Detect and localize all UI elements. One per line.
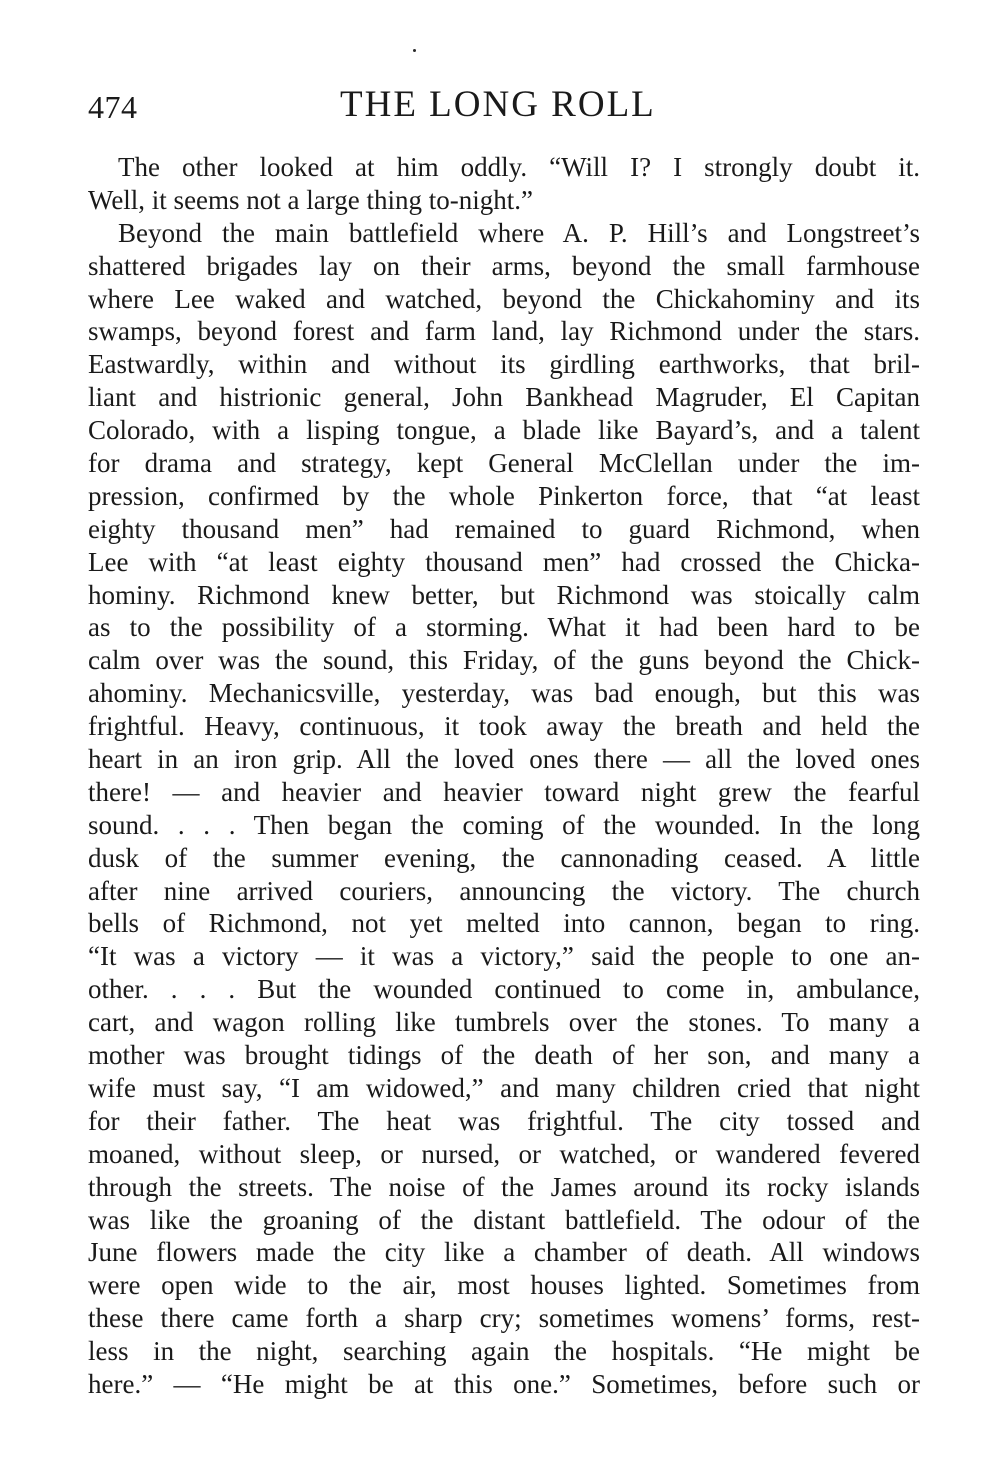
text-line: where Lee waked and watched, beyond the Chickahominy and its <box>88 283 920 314</box>
text-line: frightful. Heavy, continuous, it took away the breath and held the <box>88 711 920 742</box>
page-header <box>88 83 920 133</box>
text-line: for drama and strategy, kept General McClellan under the im- <box>88 448 920 479</box>
text-line: bells of Richmond, not yet melted into cannon, began to ring. <box>88 908 920 939</box>
text-line: through the streets. The noise of the James around its rocky islands <box>88 1171 920 1202</box>
text-line: Beyond the main battlefield where A. P. Hill’s and Longstreet’s <box>118 217 920 248</box>
text-line: Well, it seems not a large thing to-night.” <box>88 184 533 215</box>
text-line: as to the possibility of a storming. What it had been hard to be <box>88 612 920 643</box>
ink-speck <box>413 49 416 52</box>
text-line: less in the night, searching again the hospitals. “He might be <box>88 1336 920 1367</box>
running-head: THE LONG ROLL <box>340 84 656 125</box>
text-line: shattered brigades lay on their arms, beyond the small farmhouse <box>88 250 920 281</box>
text-line: sound. . . . Then began the coming of the wounded. In the long <box>88 809 920 840</box>
text-line: heart in an iron grip. All the loved ones there — all the loved ones <box>88 744 920 775</box>
text-line: these there came forth a sharp cry; sometimes womens’ forms, rest- <box>88 1303 920 1334</box>
text-line: Eastwardly, within and without its girdling earthworks, that bril- <box>88 349 920 380</box>
text-line: here.” — “He might be at this one.” Sometimes, before such or <box>88 1368 920 1399</box>
text-line: other. . . . But the wounded continued to come in, ambulance, <box>88 974 920 1005</box>
text-line: liant and histrionic general, John Bankhead Magruder, El Capitan <box>88 382 920 413</box>
text-line: wife must say, “I am widowed,” and many children cried that night <box>88 1072 920 1103</box>
text-line: hominy. Richmond knew better, but Richmond was stoically calm <box>88 579 920 610</box>
text-line: pression, confirmed by the whole Pinkerton force, that “at least <box>88 480 920 511</box>
text-line: swamps, beyond forest and farm land, lay Richmond under the stars. <box>88 316 920 347</box>
text-line: for their father. The heat was frightful. The city tossed and <box>88 1105 920 1136</box>
text-line: ahominy. Mechanicsville, yesterday, was bad enough, but this was <box>88 678 920 709</box>
page-number: 474 <box>88 89 138 125</box>
text-line: mother was brought tidings of the death of her son, and many a <box>88 1040 920 1071</box>
text-line: eighty thousand men” had remained to guard Richmond, when <box>88 513 920 544</box>
text-line: Colorado, with a lisping tongue, a blade like Bayard’s, and a talent <box>88 415 920 446</box>
text-line: was like the groaning of the distant battlefield. The odour of the <box>88 1204 920 1235</box>
text-line: June flowers made the city like a chamber of death. All windows <box>88 1237 920 1268</box>
text-line: dusk of the summer evening, the cannonading ceased. A little <box>88 842 920 873</box>
text-line: after nine arrived couriers, announcing the victory. The church <box>88 875 920 906</box>
text-line: calm over was the sound, this Friday, of the guns beyond the Chick- <box>88 645 920 676</box>
text-line: moaned, without sleep, or nursed, or watched, or wandered fevered <box>88 1138 920 1169</box>
text-body <box>88 151 920 1401</box>
text-line: cart, and wagon rolling like tumbrels over the stones. To many a <box>88 1007 920 1038</box>
text-line: Lee with “at least eighty thousand men” had crossed the Chicka- <box>88 546 920 577</box>
text-line: were open wide to the air, most houses lighted. Sometimes from <box>88 1270 920 1301</box>
text-line: there! — and heavier and heavier toward night grew the fearful <box>88 776 920 807</box>
text-line: The other looked at him oddly. “Will I? I strongly doubt it. <box>118 152 920 182</box>
text-line: “It was a victory — it was a victory,” said the people to one an- <box>88 941 920 972</box>
